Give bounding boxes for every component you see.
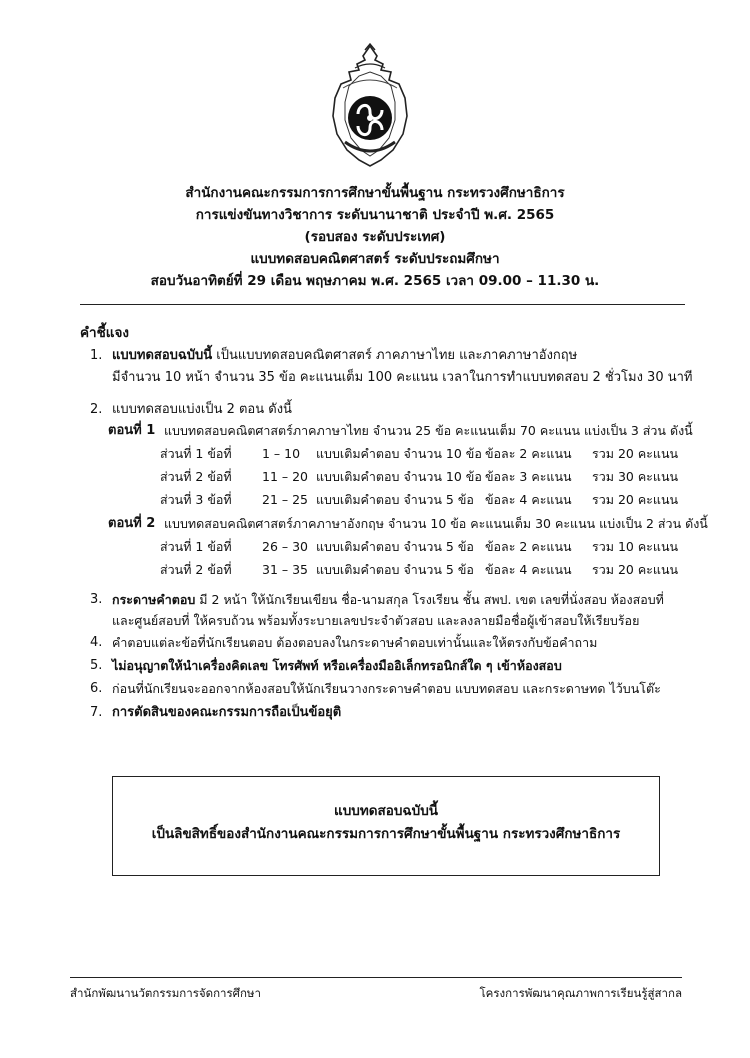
item1-line2: มีจำนวน 10 หน้า จำนวน 35 ข้อ คะแนนเต็ม 100 คะแนน เวลาในการทำแบบทดสอบ 2 ชั่วโมง 30 นาที — [112, 370, 693, 385]
item7-number: 7. — [90, 705, 103, 720]
item1-line1 — [112, 346, 577, 366]
item1-text: เป็นแบบทดสอบคณิตศาสตร์ ภาคภาษาไทย และภาคภาษาอังกฤษ — [212, 348, 578, 363]
part1-row-1-sec: ส่วนที่ 1 ข้อที่ — [160, 446, 232, 461]
instructions-title: คำชี้แจง — [80, 325, 129, 341]
header-round: (รอบสอง ระดับประเทศ) — [304, 229, 446, 245]
part1-row-3-sec: ส่วนที่ 3 ข้อที่ — [160, 492, 232, 507]
part2-row-1-sec: ส่วนที่ 1 ข้อที่ — [160, 539, 232, 554]
part1-row-3-type: แบบเติมคำตอบ จำนวน 5 ข้อ — [316, 492, 474, 507]
copyright-line2: เป็นลิขสิทธิ์ของสำนักงานคณะกรรมการการศึกษาขั้นพื้นฐาน กระทรวงศึกษาธิการ — [151, 826, 621, 842]
part1-label: ตอนที่ 1 — [108, 423, 156, 438]
footer-right: โครงการพัฒนาคุณภาพการเรียนรู้สู่สากล — [479, 986, 682, 1000]
header-exam-date: สอบวันอาทิตย์ที่ 29 เดือน พฤษภาคม พ.ศ. 2565 เวลา 09.00 – 11.30 น. — [150, 273, 600, 289]
item5-text: ไม่อนุญาตให้นำเครื่องคิดเลข โทรศัพท์ หรือเครื่องมืออิเล็กทรอนิกส์ใด ๆ เข้าห้องสอบ — [112, 658, 562, 673]
footer-left: สำนักพัฒนานวัตกรรมการจัดการศึกษา — [70, 986, 261, 1000]
item6-number: 6. — [90, 681, 103, 696]
part2-row-1-each: ข้อละ 2 คะแนน — [485, 539, 572, 554]
item3-line1 — [112, 590, 664, 610]
item2-number: 2. — [90, 402, 103, 417]
part1-row-2-sec: ส่วนที่ 2 ข้อที่ — [160, 469, 232, 484]
part2-row-2-total: รวม 20 คะแนน — [592, 562, 679, 577]
part2-label: ตอนที่ 2 — [108, 516, 156, 531]
part2-row-1-total: รวม 10 คะแนน — [592, 539, 679, 554]
part1-row-1-type: แบบเติมคำตอบ จำนวน 10 ข้อ — [316, 446, 482, 461]
part2-row-1-type: แบบเติมคำตอบ จำนวน 5 ข้อ — [316, 539, 474, 554]
item3-number: 3. — [90, 592, 103, 607]
item6-text: ก่อนที่นักเรียนจะออกจากห้องสอบให้นักเรียนวางกระดาษคำตอบ แบบทดสอบ และกระดาษทด ไว้บนโต๊ะ — [112, 681, 661, 696]
part1-row-2-type: แบบเติมคำตอบ จำนวน 10 ข้อ — [316, 469, 482, 484]
part1-row-3-total: รวม 20 คะแนน — [592, 492, 679, 507]
part2-row-1-range: 26 – 30 — [262, 539, 309, 554]
obec-emblem-icon — [325, 42, 415, 170]
item3-bold: กระดาษคำตอบ — [112, 592, 196, 607]
item1-number: 1. — [90, 348, 103, 363]
copyright-line1: แบบทดสอบฉบับนี้ — [334, 803, 438, 819]
item4-text: คำตอบแต่ละข้อที่นักเรียนตอบ ต้องตอบลงในกระดาษคำตอบเท่านั้นและให้ตรงกับข้อคำถาม — [112, 635, 598, 650]
part1-row-1-total: รวม 20 คะแนน — [592, 446, 679, 461]
part1-row-1-range: 1 – 10 — [262, 446, 301, 461]
part2-row-2-type: แบบเติมคำตอบ จำนวน 5 ข้อ — [316, 562, 474, 577]
part2-row-2-each: ข้อละ 4 คะแนน — [485, 562, 572, 577]
item5-number: 5. — [90, 658, 103, 673]
part1-row-1-each: ข้อละ 2 คะแนน — [485, 446, 572, 461]
item2-text: แบบทดสอบแบ่งเป็น 2 ตอน ดังนี้ — [112, 402, 292, 417]
part2-row-2-sec: ส่วนที่ 2 ข้อที่ — [160, 562, 232, 577]
header-divider — [80, 304, 685, 305]
part1-text: แบบทดสอบคณิตศาสตร์ภาคภาษาไทย จำนวน 25 ข้อ คะแนนเต็ม 70 คะแนน แบ่งเป็น 3 ส่วน ดังนี้ — [164, 423, 693, 438]
copyright-box — [112, 776, 660, 876]
item3-text: มี 2 หน้า ให้นักเรียนเขียน ชื่อ-นามสกุล โรงเรียน ชั้น สพป. เขต เลขที่นั่งสอบ ห้องสอบที่ — [195, 592, 664, 607]
header-competition: การแข่งขันทางวิชาการ ระดับนานาชาติ ประจำปี พ.ศ. 2565 — [195, 207, 555, 223]
part2-row-2-range: 31 – 35 — [262, 562, 309, 577]
header-subject: แบบทดสอบคณิตศาสตร์ ระดับประถมศึกษา — [250, 251, 500, 267]
item7-text: การตัดสินของคณะกรรมการถือเป็นข้อยุติ — [112, 705, 342, 720]
part2-text: แบบทดสอบคณิตศาสตร์ภาคภาษาอังกฤษ จำนวน 10 ข้อ คะแนนเต็ม 30 คะแนน แบ่งเป็น 2 ส่วน ดังนี้ — [164, 516, 708, 531]
part1-row-2-each: ข้อละ 3 คะแนน — [485, 469, 572, 484]
part1-row-3-range: 21 – 25 — [262, 492, 309, 507]
part1-row-3-each: ข้อละ 4 คะแนน — [485, 492, 572, 507]
item4-number: 4. — [90, 635, 103, 650]
item1-bold: แบบทดสอบฉบับนี้ — [112, 348, 213, 363]
item3-line2: และศูนย์สอบที่ ให้ครบถ้วน พร้อมทั้งระบายเลขประจำตัวสอบ และลงลายมือชื่อผู้เข้าสอบให้เรียบร้อย — [112, 613, 640, 628]
part1-row-2-range: 11 – 20 — [262, 469, 309, 484]
part1-row-2-total: รวม 30 คะแนน — [592, 469, 679, 484]
footer-divider — [70, 977, 682, 978]
header-agency: สำนักงานคณะกรรมการการศึกษาขั้นพื้นฐาน กระทรวงศึกษาธิการ — [185, 185, 565, 201]
